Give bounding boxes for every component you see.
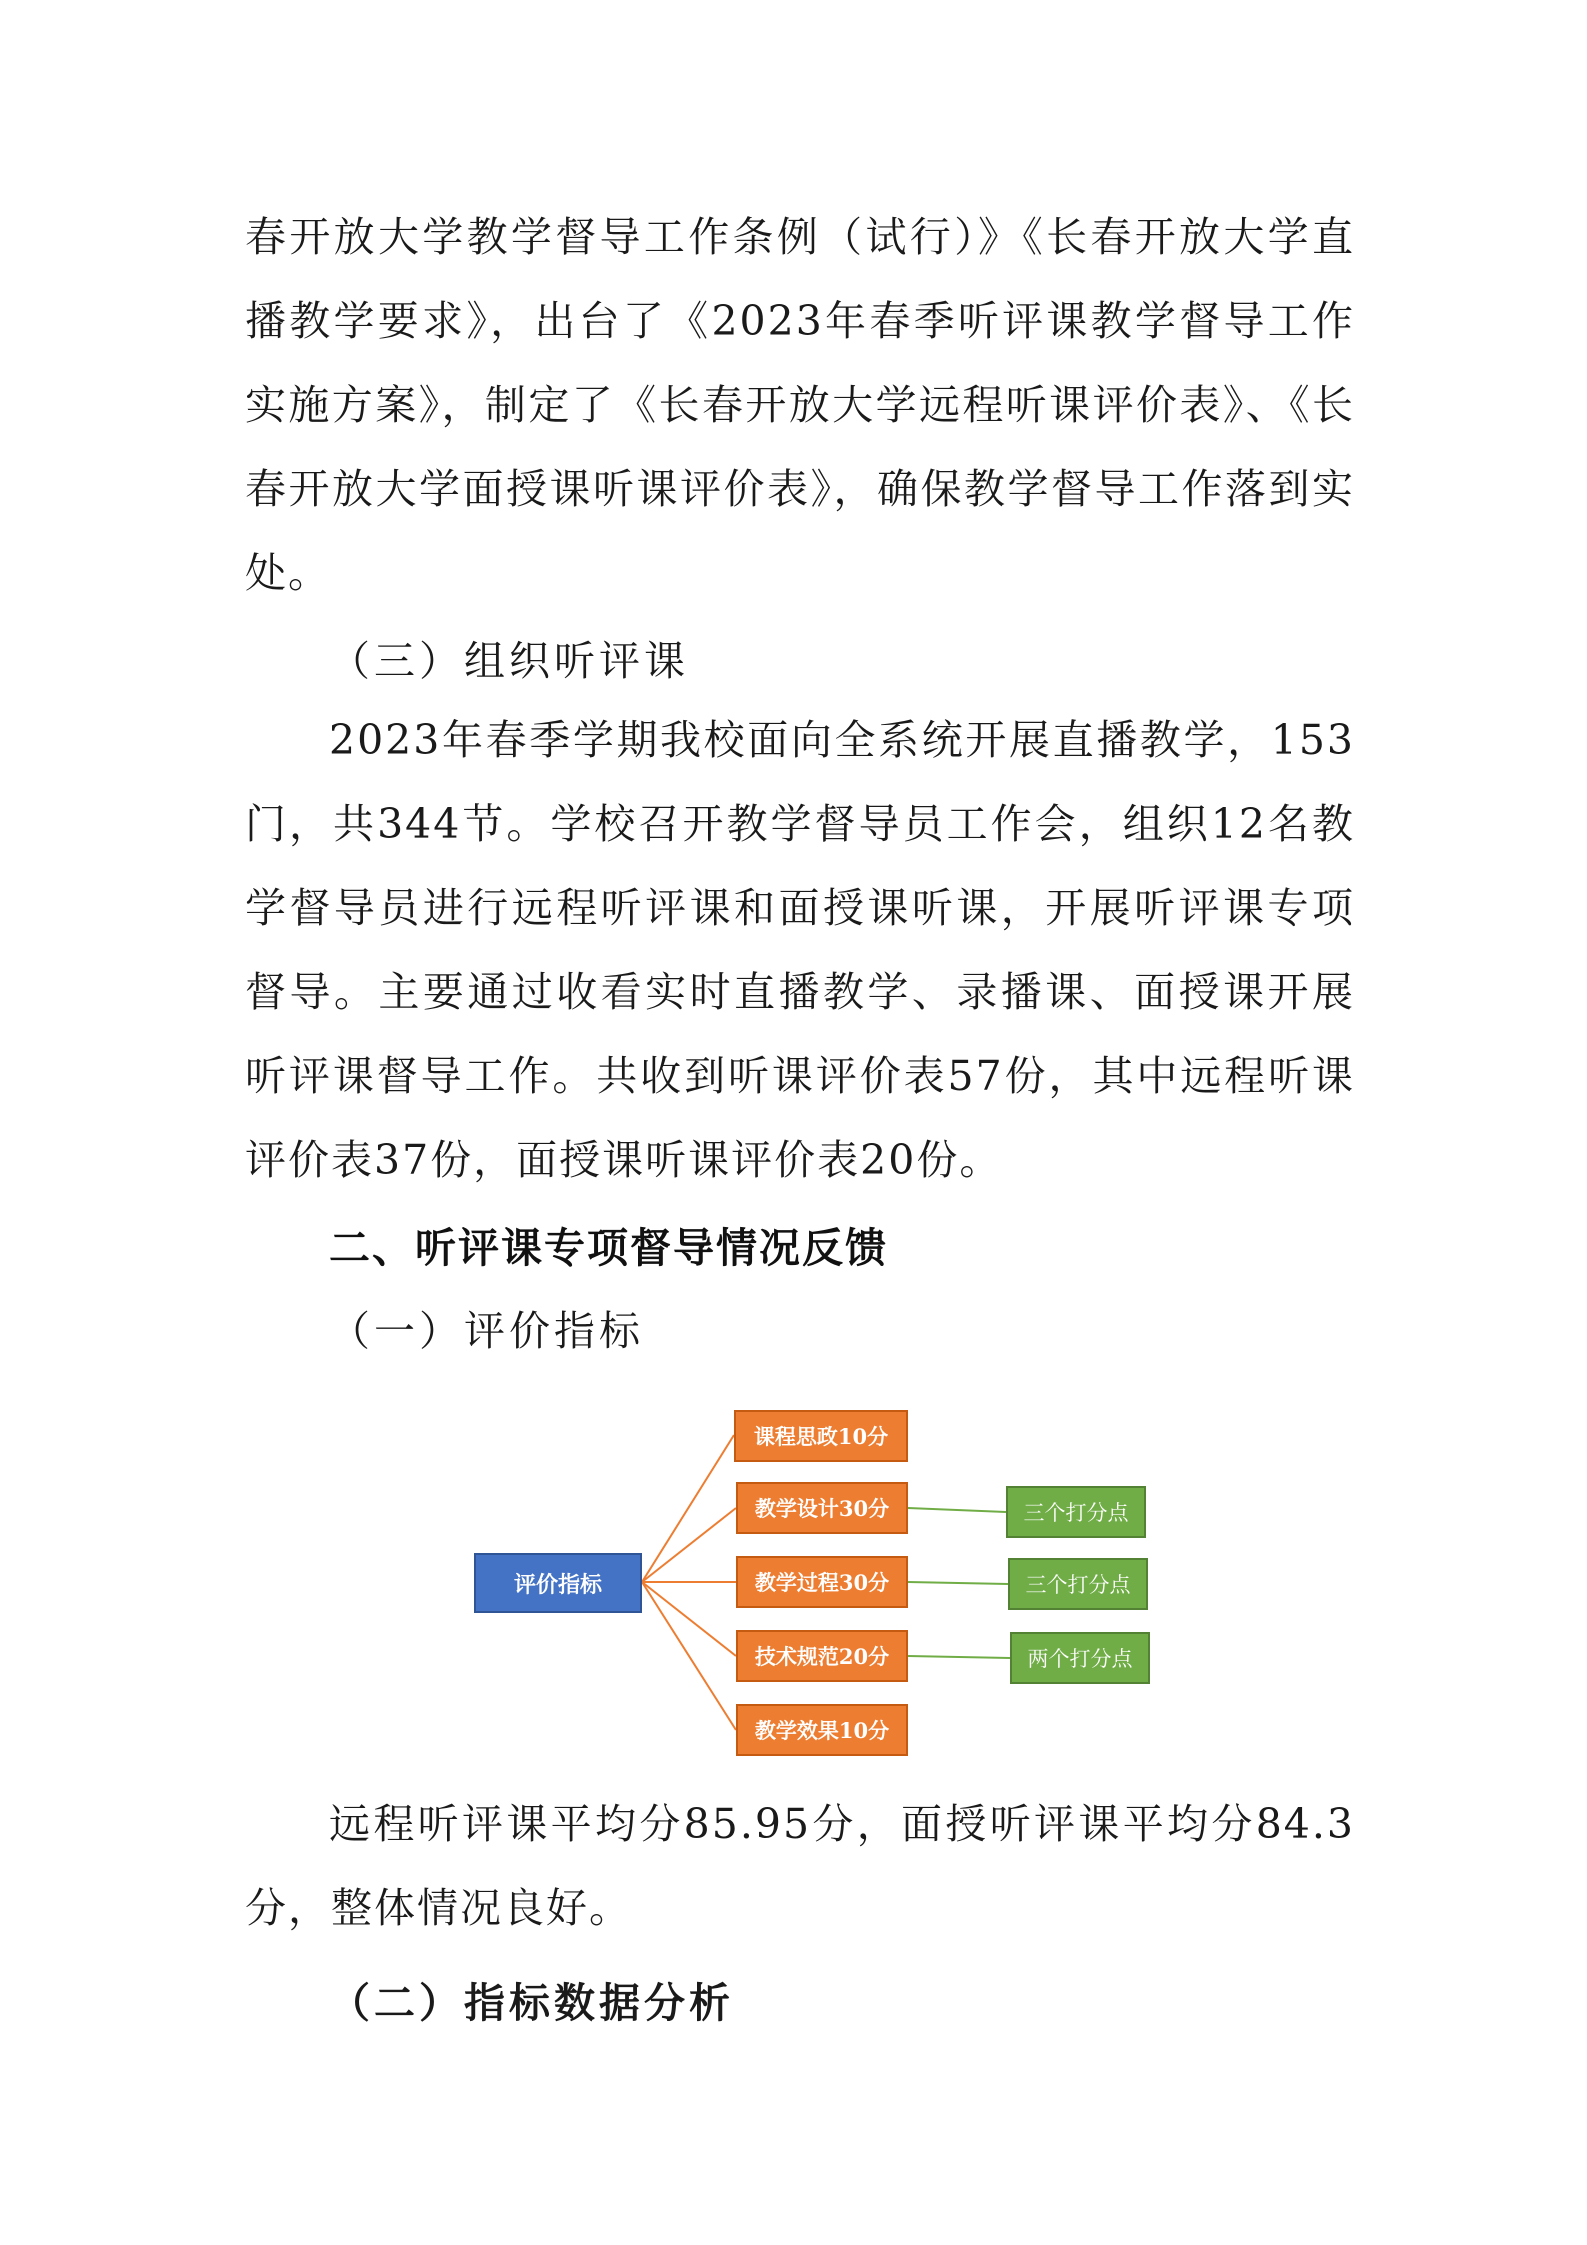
- connector-line: [642, 1508, 736, 1582]
- connector-line: [642, 1435, 734, 1582]
- connector-line: [642, 1582, 736, 1656]
- branch-teaching-process: 教学过程30分: [736, 1556, 908, 1608]
- connector-line: [642, 1582, 736, 1730]
- branch-technical-standards: 技术规范20分: [736, 1630, 908, 1682]
- heading-data-analysis: （二）指标数据分析: [329, 1979, 734, 2027]
- branch-teaching-design: 教学设计30分: [736, 1482, 908, 1534]
- connector-line: [908, 1508, 1006, 1512]
- connector-line: [908, 1656, 1010, 1658]
- paragraph-regulations: 春开放大学教学督导工作条例（试行）》《长春开放大学直播教学要求》，出台了《2023年春季听评课教学督导工作实施方案》，制定了《长春开放大学远程听课评价表》、《长春开放大学面授课听课评价表》，确保教学督导工作落到实处。: [245, 213, 1355, 597]
- connector-line: [908, 1582, 1008, 1584]
- branch-ideology: 课程思政10分: [734, 1410, 908, 1462]
- paragraph-average-scores: 远程听评课平均分85.95分，面授听评课平均分84.3分，整体情况良好。: [245, 1800, 1355, 1932]
- note-design-points: 三个打分点: [1006, 1486, 1146, 1538]
- note-technical-points: 两个打分点: [1010, 1632, 1150, 1684]
- root-node-evaluation-indicators: 评价指标: [474, 1553, 642, 1613]
- heading-section-2: 二、听评课专项督导情况反馈: [329, 1224, 888, 1272]
- branch-teaching-effect: 教学效果10分: [736, 1704, 908, 1756]
- heading-organize-lectures: （三）组织听评课: [329, 637, 689, 685]
- paragraph-organize-details: 2023年春季学期我校面向全系统开展直播教学，153门，共344节。学校召开教学督导员工作会，组织12名教学督导员进行远程听评课和面授课听课，开展听评课专项督导。主要通过收看实时直播教学、录播课、面授课开展听评课督导工作。共收到听课评价表57份，其中远程听课评价表37份，面授课听课评价表20份。: [245, 716, 1355, 1184]
- note-process-points: 三个打分点: [1008, 1558, 1148, 1610]
- heading-evaluation-indicators: （一）评价指标: [329, 1307, 644, 1355]
